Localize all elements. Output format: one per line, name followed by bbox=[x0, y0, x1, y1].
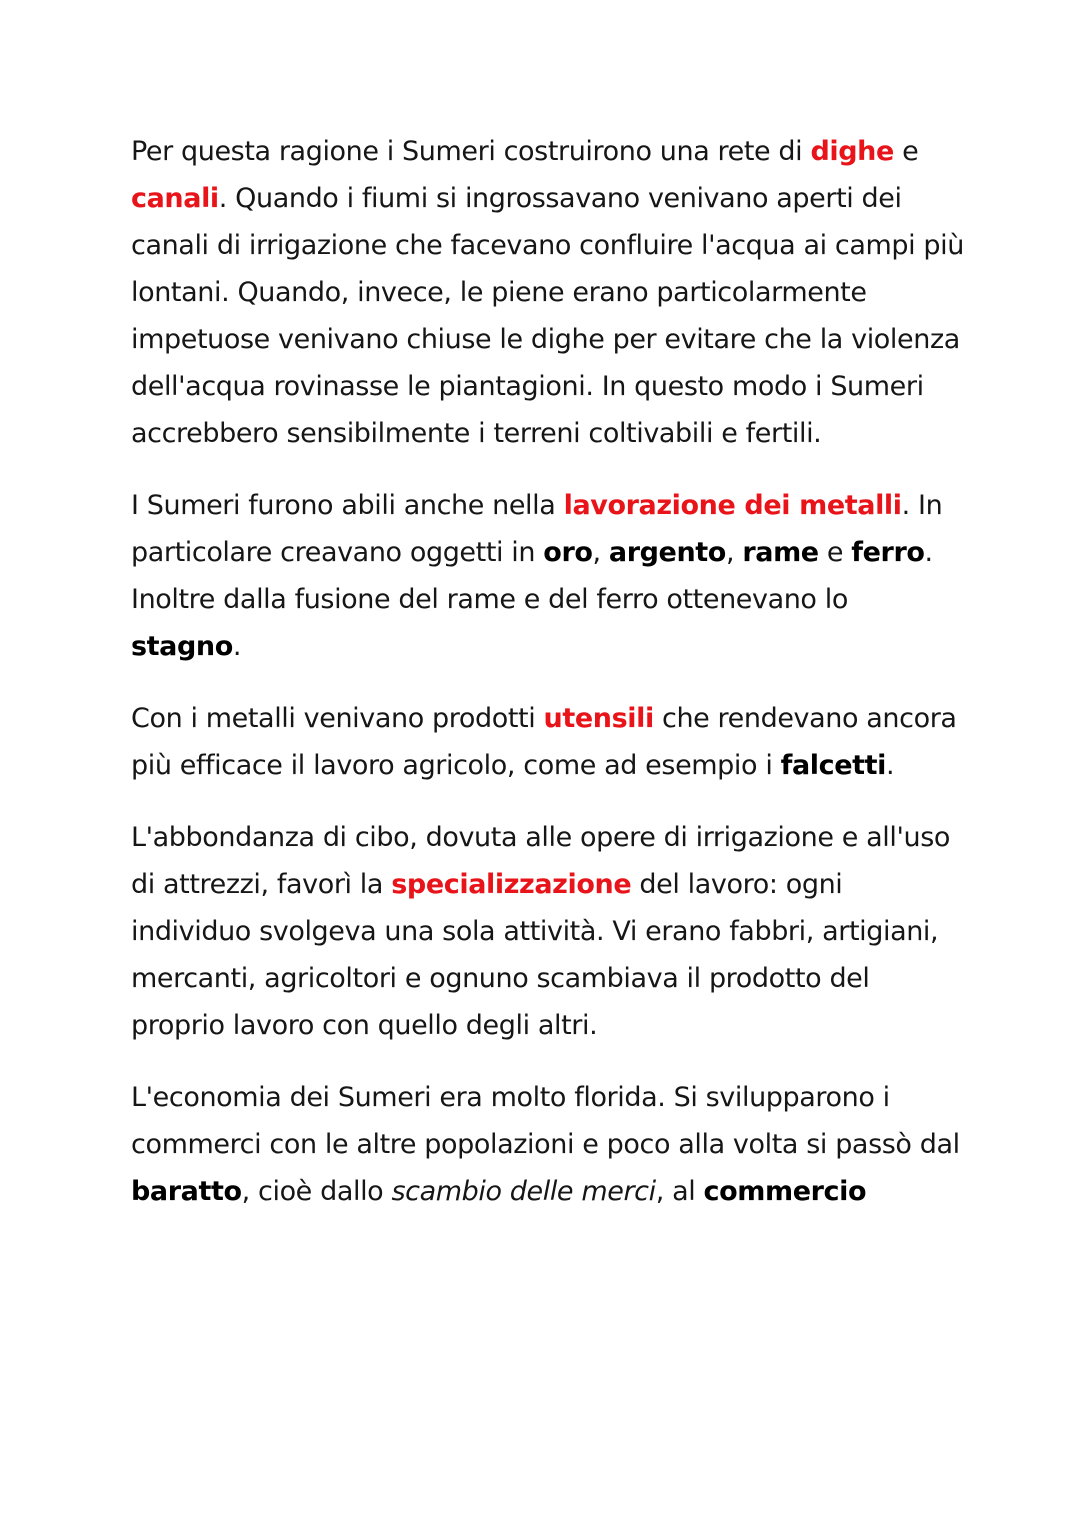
italic-term: scambio delle merci bbox=[391, 1176, 656, 1207]
text-run: . Quando i fiumi si ingrossavano venivano aperti dei canali di irrigazione che facevano confluire l'acqua ai campi più lontani. Quando, invece, le piene erano particolarmente impetuose venivano chiuse le dighe per evitare che la violenza dell'acqua rovinasse le piantagioni. In questo modo i Sumeri accrebbero sensibilmente i terreni coltivabili e fertili. bbox=[131, 183, 964, 449]
highlight-term: specializzazione bbox=[391, 869, 632, 900]
bold-term: rame bbox=[742, 537, 819, 568]
paragraph-tools bbox=[131, 695, 966, 789]
text-run: e bbox=[893, 136, 919, 167]
document-page bbox=[131, 128, 966, 1240]
text-run: Con i metalli venivano prodotti bbox=[131, 703, 544, 734]
bold-term: argento bbox=[608, 537, 726, 568]
highlight-term: canali bbox=[131, 183, 219, 214]
text-run: e bbox=[818, 537, 852, 568]
text-run: . bbox=[232, 631, 242, 662]
highlight-term: dighe bbox=[810, 136, 894, 167]
text-run: , bbox=[592, 537, 609, 568]
text-run: che rendevano ancora più efficace il lavoro agricolo, come ad esempio i bbox=[131, 703, 957, 781]
bold-term: commercio bbox=[703, 1176, 867, 1207]
text-run: . Inoltre dalla fusione del rame e del ferro ottenevano lo bbox=[131, 537, 933, 615]
bold-term: ferro bbox=[851, 537, 925, 568]
highlight-term: lavorazione dei metalli bbox=[563, 490, 902, 521]
paragraph-economy bbox=[131, 1074, 966, 1215]
bold-term: oro bbox=[543, 537, 593, 568]
text-run: , cioè dallo bbox=[241, 1176, 392, 1207]
text-run: I Sumeri furono abili anche nella bbox=[131, 490, 564, 521]
text-run: . In particolare creavano oggetti in bbox=[131, 490, 943, 568]
text-run: , bbox=[725, 537, 743, 568]
text-run: , al bbox=[655, 1176, 704, 1207]
paragraph-specialization bbox=[131, 814, 966, 1049]
text-run: . bbox=[886, 750, 895, 781]
bold-term: stagno bbox=[131, 631, 233, 662]
text-run: L'economia dei Sumeri era molto florida. Si svilupparono i commerci con le altre popolazioni e poco alla volta si passò dal bbox=[131, 1082, 960, 1160]
bold-term: falcetti bbox=[780, 750, 887, 781]
paragraph-dams-canals bbox=[131, 128, 966, 457]
bold-term: baratto bbox=[131, 1176, 242, 1207]
highlight-term: utensili bbox=[543, 703, 654, 734]
text-run: del lavoro: ogni individuo svolgeva una sola attività. Vi erano fabbri, artigiani, mercanti, agricoltori e ognuno scambiava il prodotto del proprio lavoro con quello degli altri. bbox=[131, 869, 939, 1041]
text-run: L'abbondanza di cibo, dovuta alle opere di irrigazione e all'uso di attrezzi, favorì la bbox=[131, 822, 950, 900]
text-run: Per questa ragione i Sumeri costruirono una rete di bbox=[131, 136, 811, 167]
paragraph-metalworking bbox=[131, 482, 966, 670]
